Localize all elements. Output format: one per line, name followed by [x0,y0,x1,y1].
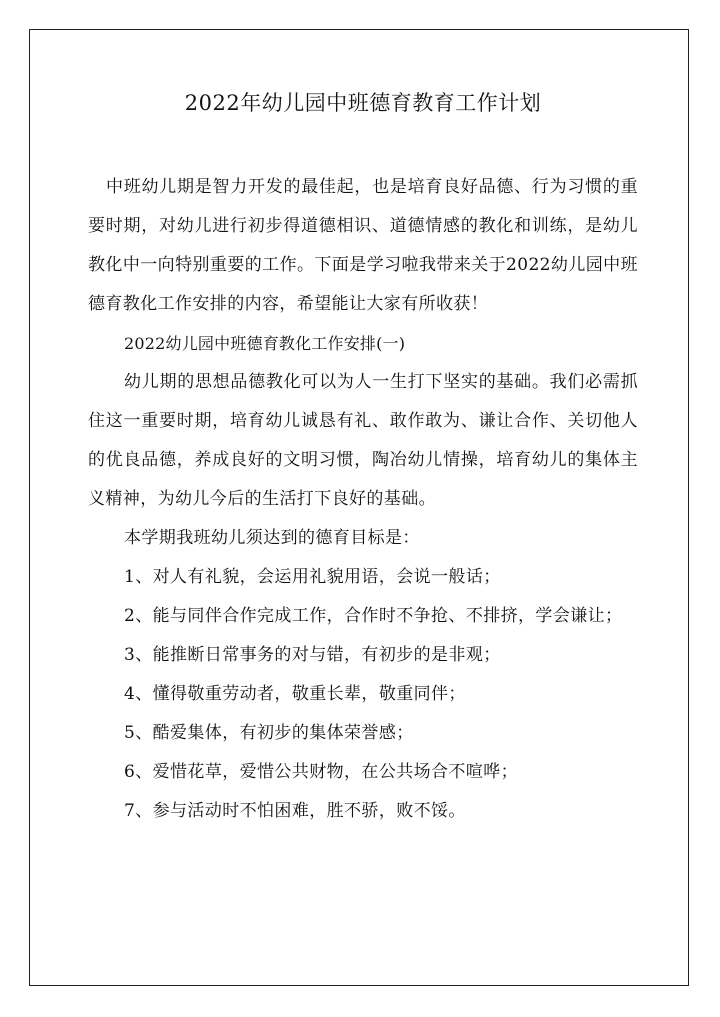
goal-item-4: 4、懂得敬重劳动者，敬重长辈，敬重同伴； [124,684,466,704]
intro-paragraph: 中班幼儿期是智力开发的最佳起，也是培育良好品德、行为习惯的重要时期，对幼儿进行初步得道德相识、道德情感的教化和训练，是幼儿教化中一向特别重要的工作。下面是学习啦我带来关于2022幼儿园中班德育教化工作安排的内容，希望能让大家有所收获！ [88,177,638,314]
goal-item-2: 2、能与同伴合作完成工作，合作时不争抢、不排挤，学会谦让； [124,606,623,626]
section-heading: 2022幼儿园中班德育教化工作安排(一) [124,334,406,353]
goal-item-3: 3、能推断日常事务的对与错，有初步的是非观； [124,645,501,665]
goal-item-5: 5、酷爱集体，有初步的集体荣誉感； [124,723,414,743]
document-title: 2022年幼儿园中班德育教育工作计划 [184,91,542,115]
section-paragraph: 幼儿期的思想品德教化可以为人一生打下坚实的基础。我们必需抓住这一重要时期，培育幼儿诚恳有礼、敢作敢为、谦让合作、关切他人的优良品德，养成良好的文明习惯，陶冶幼儿情操，培育幼儿的集体主义精神，为幼儿今后的生活打下良好的基础。 [88,372,638,509]
goal-item-1: 1、对人有礼貌，会运用礼貌用语，会说一般话； [124,567,501,587]
document-content [88,88,638,831]
document-body [88,168,638,831]
goal-item-7: 7、参与活动时不怕困难，胜不骄，败不馁。 [124,801,466,821]
goal-item-6: 6、爱惜花草，爱惜公共财物，在公共场合不喧哗； [124,762,519,782]
goals-intro: 本学期我班幼儿须达到的德育目标是： [124,528,420,548]
